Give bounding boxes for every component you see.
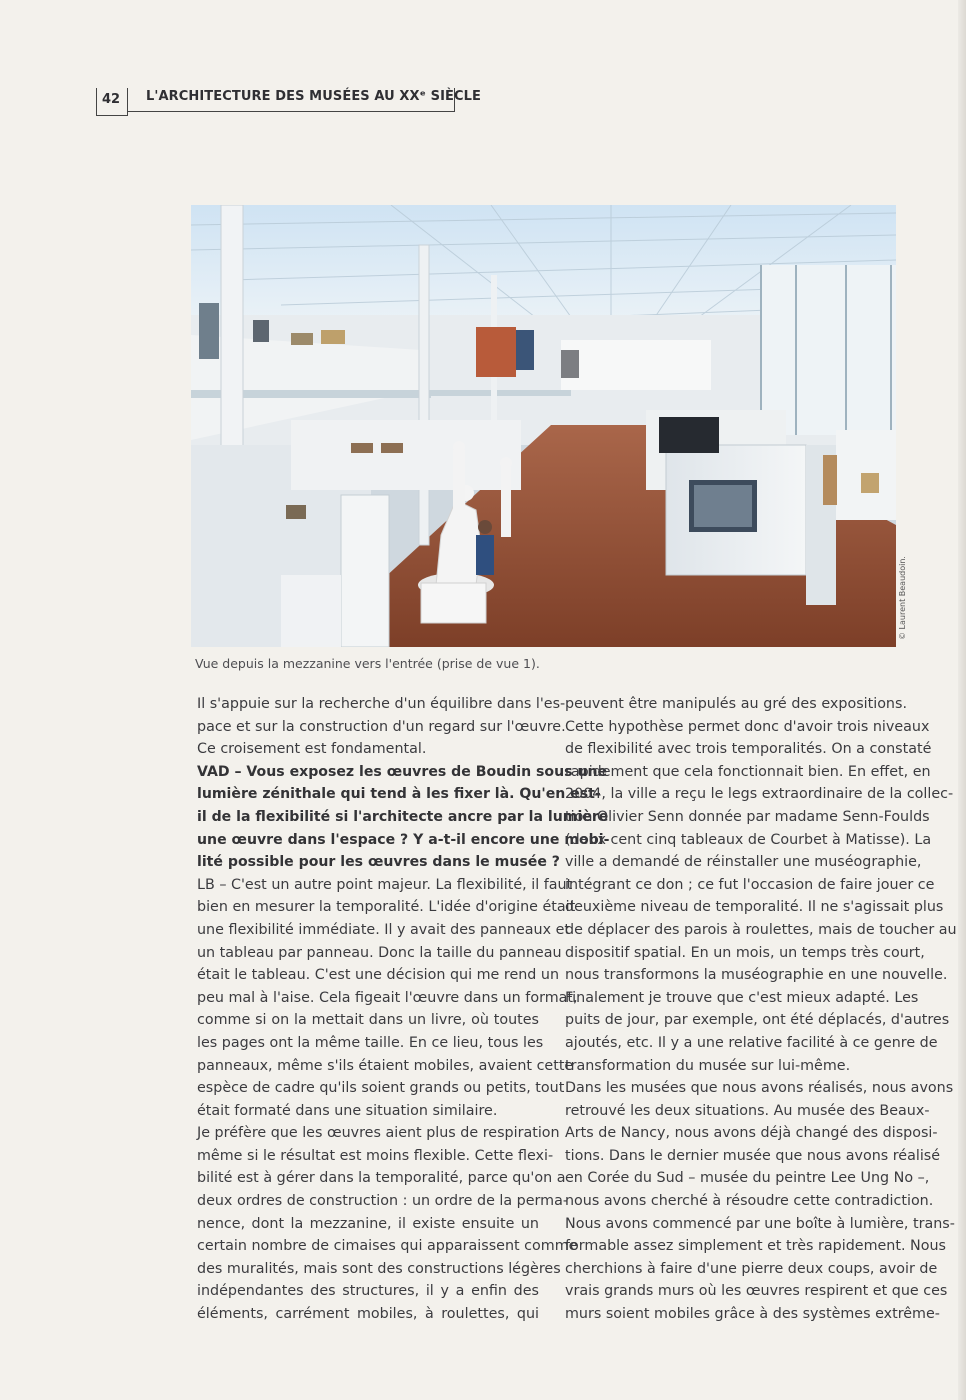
page-edge xyxy=(958,0,966,1400)
body-text-line: espèce de cadre qu'ils soient grands ou petits, tout xyxy=(197,1080,565,1097)
body-text-line: deuxième niveau de temporalité. Il ne s'agissait plus xyxy=(565,899,944,916)
body-text-line: Cette hypothèse permet donc d'avoir trois niveaux xyxy=(565,718,930,735)
body-text-line: Nous avons commencé par une boîte à lumière, trans- xyxy=(565,1215,955,1232)
body-text-line: nence, dont la mezzanine, il existe ensuite un xyxy=(197,1215,539,1232)
interview-question-line: il de la flexibilité si l'architecte ancre par la lumière xyxy=(197,808,609,825)
body-text-line: nous avons cherché à résoudre cette contradiction. xyxy=(565,1193,934,1210)
chapter-title: L'ARCHITECTURE DES MUSÉES AU XXᵉ SIÈCLE xyxy=(146,89,482,104)
body-text-line: peuvent être manipulés au gré des expositions. xyxy=(565,696,907,712)
body-text-line: rapidement que cela fonctionnait bien. En effet, en xyxy=(565,763,931,780)
body-text-line: deux ordres de construction : un ordre de la perma- xyxy=(197,1193,569,1210)
body-text-line: même si le résultat est moins flexible. Cette flexi- xyxy=(197,1147,554,1164)
body-text-line: de déplacer des parois à roulettes, mais de toucher au xyxy=(565,921,957,938)
body-text-line: en Corée du Sud – musée du peintre Lee Ung No –, xyxy=(565,1170,930,1187)
body-column-left xyxy=(197,693,610,1326)
museum-interior-photo xyxy=(191,205,896,647)
body-text-line: était le tableau. C'est une décision qui me rend un xyxy=(197,967,560,984)
museum-gallery-illustration xyxy=(191,205,896,647)
running-head-rule xyxy=(96,88,97,116)
body-text-line: cherchions à faire d'une pierre deux coups, avoir de xyxy=(565,1260,938,1277)
body-text-line: dispositif spatial. En un mois, un temps très court, xyxy=(565,944,925,961)
body-text-line: comme si on la mettait dans un livre, où toutes xyxy=(197,1012,539,1029)
body-text-line: ajoutés, etc. Il y a une relative facilité à ce genre de xyxy=(565,1034,938,1051)
interview-question-line: une œuvre dans l'espace ? Y a-t-il encore une mobi- xyxy=(197,831,610,848)
interview-question-line: lité possible pour les œuvres dans le musée ? xyxy=(197,854,560,871)
body-text-line: les pages ont la même taille. En ce lieu, tous les xyxy=(197,1034,544,1051)
body-text-line: de flexibilité avec trois temporalités. On a constaté xyxy=(565,741,932,758)
body-text-line: Arts de Nancy, nous avons déjà changé des disposi- xyxy=(565,1125,938,1142)
body-text-line: était formaté dans une situation similaire. xyxy=(197,1102,498,1119)
body-text-line: tions. Dans le dernier musée que nous avons réalisé xyxy=(565,1147,941,1164)
body-text-line: bilité est à gérer dans la temporalité, parce qu'on a xyxy=(197,1170,566,1187)
interview-question-line: VAD – Vous exposez les œuvres de Boudin sous une xyxy=(197,763,608,780)
body-text-line: intégrant ce don ; ce fut l'occasion de faire jouer ce xyxy=(565,876,935,893)
body-text-line: panneaux, même s'ils étaient mobiles, avaient cette xyxy=(197,1057,574,1074)
body-text-line: peu mal à l'aise. Cela figeait l'œuvre dans un format, xyxy=(197,989,578,1006)
body-text-line: LB – C'est un autre point majeur. La flexibilité, il faut xyxy=(197,876,573,893)
body-text-line: pace et sur la construction d'un regard sur l'œuvre. xyxy=(197,718,566,735)
body-text-line: nous transformons la muséographie en une nouvelle. xyxy=(565,967,948,984)
body-text-line: transformation du musée sur lui-même. xyxy=(565,1057,851,1074)
photo-credit: © Laurent Beaudoin. xyxy=(898,556,907,640)
body-text-line: Finalement je trouve que c'est mieux adapté. Les xyxy=(565,989,919,1006)
body-text-line: (deux cent cinq tableaux de Courbet à Matisse). La xyxy=(565,831,932,848)
interview-question-line: lumière zénithale qui tend à les fixer là. Qu'en est- xyxy=(197,786,601,803)
figure-caption: Vue depuis la mezzanine vers l'entrée (prise de vue 1). xyxy=(195,656,540,671)
body-column-right xyxy=(565,693,957,1326)
body-text-line: puits de jour, par exemple, ont été déplacés, d'autres xyxy=(565,1012,950,1029)
body-text-line: bien en mesurer la temporalité. L'idée d'origine était xyxy=(197,899,576,916)
body-text-line: des muralités, mais sont des constructions légères xyxy=(197,1260,561,1277)
body-text-line: vrais grands murs où les œuvres respirent et que ces xyxy=(565,1283,948,1300)
body-text-line: retrouvé les deux situations. Au musée des Beaux- xyxy=(565,1102,930,1119)
body-text-line: éléments, carrément mobiles, à roulettes, qui xyxy=(197,1306,539,1323)
body-text-line: une flexibilité immédiate. Il y avait des panneaux et xyxy=(197,921,570,938)
body-text-line: murs soient mobiles grâce à des systèmes extrême- xyxy=(565,1306,940,1323)
body-text-line: certain nombre de cimaises qui apparaissent comme xyxy=(197,1238,578,1255)
body-text-line: tion Olivier Senn donnée par madame Senn-Foulds xyxy=(565,808,930,825)
body-text-line: un tableau par panneau. Donc la taille du panneau xyxy=(197,944,562,961)
body-text-line: indépendantes des structures, il y a enfin des xyxy=(197,1283,539,1300)
body-text-line: ville a demandé de réinstaller une muséographie, xyxy=(565,854,922,871)
body-text-line: Il s'appuie sur la recherche d'un équilibre dans l'es- xyxy=(197,696,566,712)
body-text-line: formable assez simplement et très rapidement. Nous xyxy=(565,1238,947,1255)
body-text-line: Je préfère que les œuvres aient plus de respiration xyxy=(197,1125,560,1142)
running-head-rule-bottom xyxy=(96,115,127,116)
body-text-line: 2004, la ville a reçu le legs extraordinaire de la collec- xyxy=(565,786,954,803)
page-number: 42 xyxy=(102,92,121,107)
running-head-rule-bottom-title xyxy=(127,111,455,112)
running-head xyxy=(96,88,482,116)
body-text-line: Dans les musées que nous avons réalisés, nous avons xyxy=(565,1080,954,1097)
body-text-line: Ce croisement est fondamental. xyxy=(197,741,427,758)
